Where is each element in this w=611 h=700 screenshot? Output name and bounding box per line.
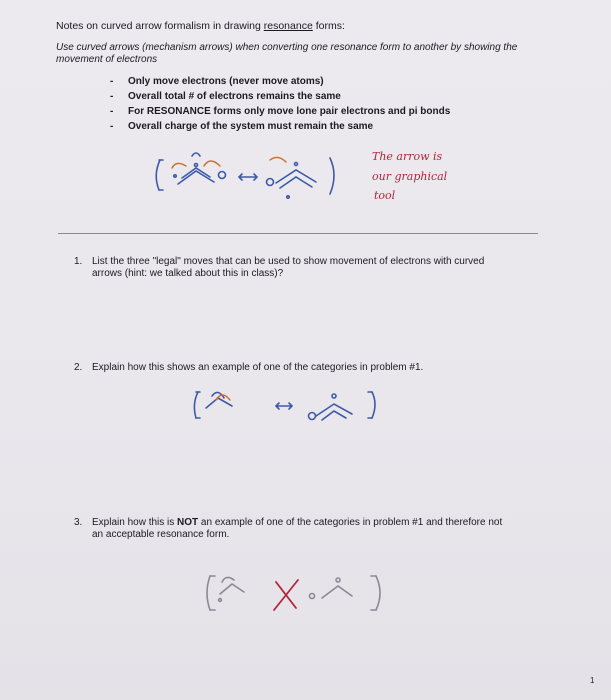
question-number: 1. xyxy=(74,256,83,267)
bullet-dash: - xyxy=(110,106,114,117)
question-text: Explain how this shows an example of one of the categories in problem #1. xyxy=(92,362,424,373)
rule-item: - For RESONANCE forms only move lone pair electrons and pi bonds xyxy=(110,106,451,117)
handwritten-resonance-example-1 xyxy=(150,150,360,210)
rule-item: - Overall total # of electrons remains the same xyxy=(110,91,341,102)
question-text: List the three "legal" moves that can be used to show movement of electrons with curved arrows (hint: we talked about this in class)? xyxy=(92,256,485,279)
page-title: Notes on curved arrow formalism in drawing resonance forms: xyxy=(56,20,345,32)
question-3 xyxy=(74,517,514,541)
section-divider xyxy=(58,233,538,234)
question-1 xyxy=(74,256,514,280)
question-text: Explain how this is NOT an example of one of the categories in problem #1 and therefore not an acceptable resonance form. xyxy=(92,517,503,540)
rule-item: - Only move electrons (never move atoms) xyxy=(110,76,324,87)
question-2 xyxy=(74,362,514,374)
question-number: 3. xyxy=(74,517,83,528)
rules-list xyxy=(110,74,450,134)
bullet-dash: - xyxy=(110,76,114,87)
intro-paragraph: Use curved arrows (mechanism arrows) when converting one resonance form to another by showing the movement of electrons xyxy=(56,42,518,65)
resonance-underlined: resonance xyxy=(263,20,313,32)
handwritten-note-line: our graphical xyxy=(372,170,448,183)
handwritten-resonance-example-3 xyxy=(200,568,400,628)
handwritten-note-line: tool xyxy=(374,189,396,202)
rule-item: - Overall charge of the system must remain the same xyxy=(110,121,374,132)
bullet-dash: - xyxy=(110,91,114,102)
bullet-dash: - xyxy=(110,121,114,132)
handwritten-resonance-example-2 xyxy=(188,386,398,436)
handwritten-note-line: The arrow is xyxy=(372,150,443,163)
page-number: 1 xyxy=(590,676,595,685)
question-number: 2. xyxy=(74,362,83,373)
